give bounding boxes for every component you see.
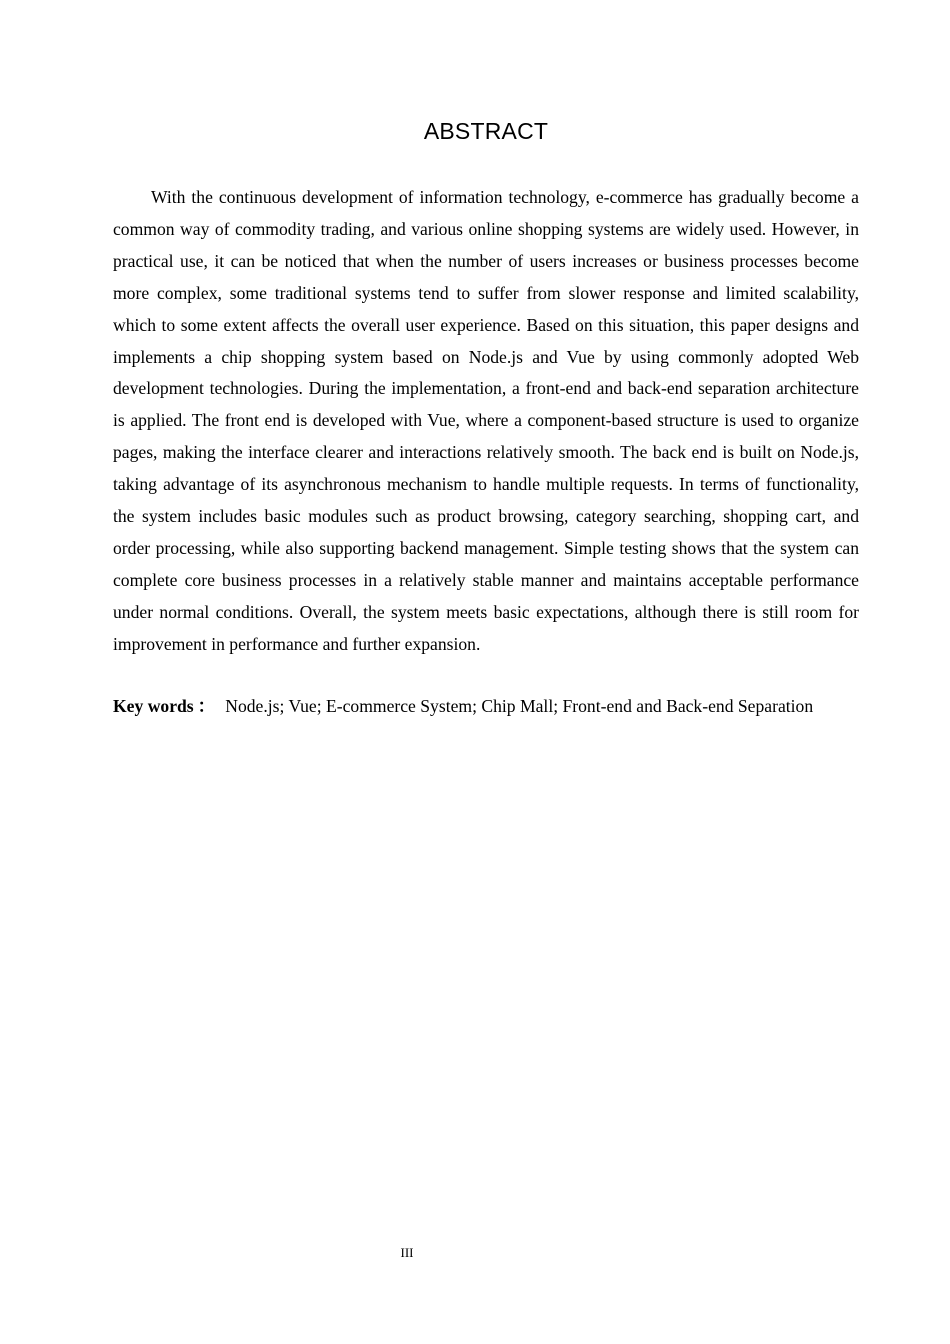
keywords-label: Key words: [113, 696, 194, 716]
keywords-line: [113, 691, 859, 723]
keywords-text: Node.js; Vue; E-commerce System; Chip Mall; Front-end and Back-end Separation: [225, 696, 814, 716]
keywords-separator: ：: [197, 696, 216, 716]
abstract-paragraph: With the continuous development of information technology, e-commerce has gradually become a common way of commodity trading, and various online shopping systems are widely used. However, in practical use, it can be noticed that when the number of users increases or business processes become more complex, some traditional systems tend to suffer from slower response and limited scalability, which to some extent affects the overall user experience. Based on this situation, this paper designs and implements a chip shopping system based on Node.js and Vue by using commonly adopted Web development technologies. During the implementation, a front-end and back-end separation architecture is applied. The front end is developed with Vue, where a component-based structure is used to organize pages, making the interface clearer and interactions relatively smooth. The back end is built on Node.js, taking advantage of its asynchronous mechanism to handle multiple requests. In terms of functionality, the system includes basic modules such as product browsing, category searching, shopping cart, and order processing, while also supporting backend management. Simple testing shows that the system can complete core business processes in a relatively stable manner and maintains acceptable performance under normal conditions. Overall, the system meets basic expectations, although there is still room for improvement in performance and further expansion.: [113, 187, 859, 654]
page-number: III: [400, 1245, 414, 1260]
abstract-title: ABSTRACT: [423, 118, 549, 144]
